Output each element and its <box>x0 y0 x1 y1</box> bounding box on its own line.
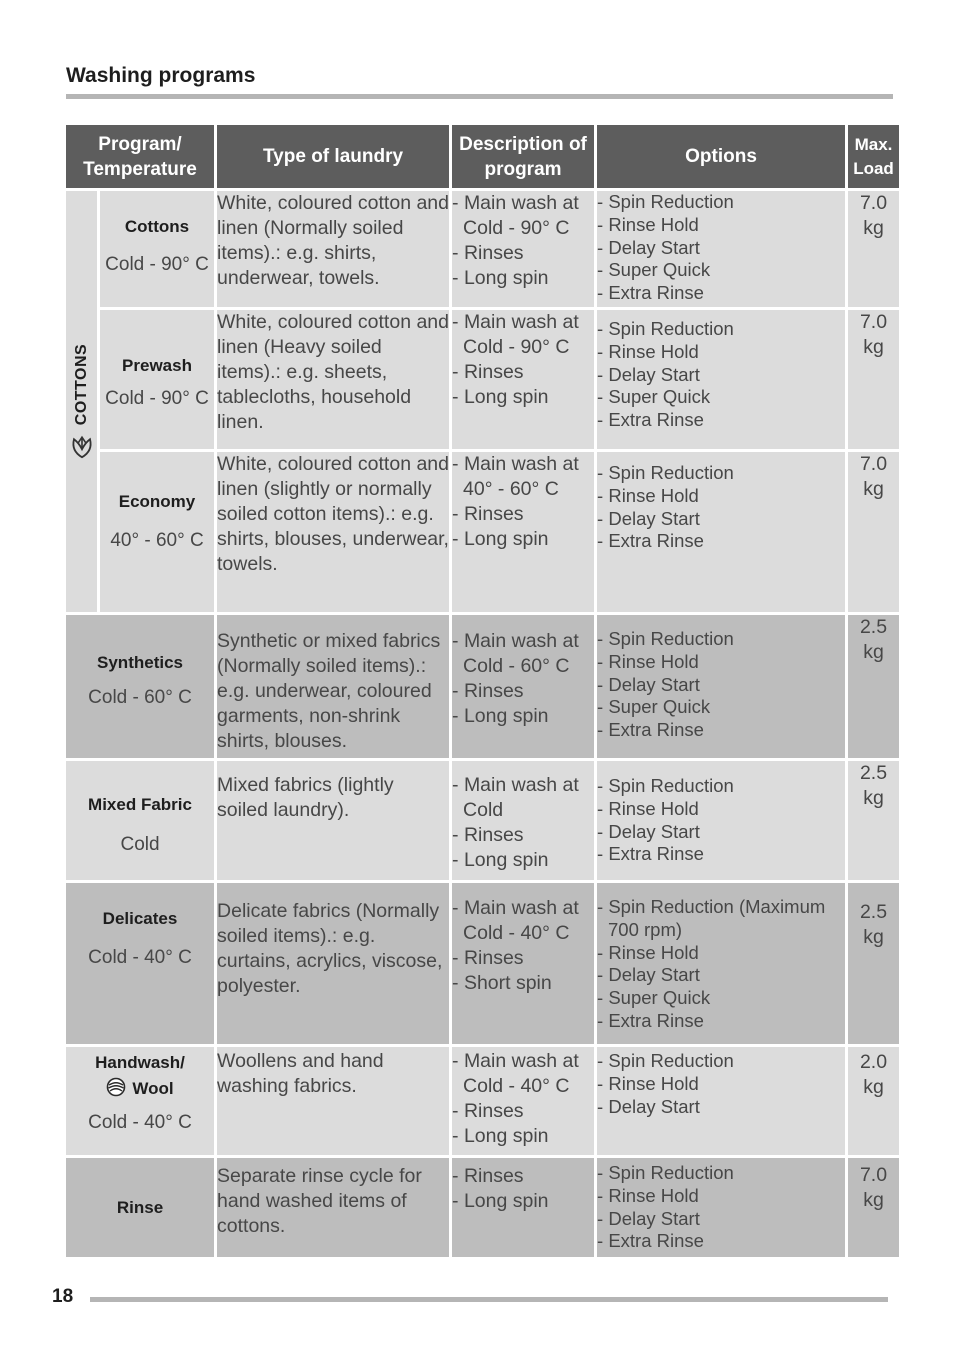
option-item: - Delay Start <box>597 673 700 695</box>
max-load: 7.0 kg <box>848 310 899 452</box>
header-laundry: Type of laundry <box>217 125 452 191</box>
table-row <box>66 310 899 452</box>
option-item: - Spin Reduction <box>597 1050 734 1071</box>
option-item: - Delay Start <box>597 507 700 529</box>
option-item: - Rinse Hold <box>597 650 699 672</box>
washing-programs-table <box>66 125 899 1260</box>
description-item: - Main wash at Cold - 40° C <box>452 897 579 944</box>
program-cell <box>66 615 217 761</box>
program-name-wool: Wool <box>66 1073 214 1099</box>
program-name: Delicates <box>102 909 178 928</box>
program-cell <box>100 310 217 452</box>
laundry-type: White, coloured cotton and linen (slightly or normally soiled cotton items).: e.g. shirts, blouses, underwear, towels. <box>217 452 452 615</box>
program-temperature: Cold - 40° C <box>88 1112 192 1133</box>
option-item: - Extra Rinse <box>597 843 704 865</box>
option-item: - Super Quick <box>597 386 711 408</box>
description-item: - Main wash at Cold - 90° C <box>452 311 579 358</box>
option-item: - Spin Reduction <box>597 1162 734 1183</box>
program-name: Prewash <box>122 356 192 375</box>
table-row <box>66 191 899 310</box>
option-item: - Spin Reduction (Maximum 700 rpm) <box>597 896 826 940</box>
table-row <box>66 615 899 761</box>
option-item: - Rinse Hold <box>597 484 699 506</box>
program-cell <box>100 452 217 615</box>
description-item: - Long spin <box>452 849 549 871</box>
description-item: - Long spin <box>452 386 549 408</box>
laundry-type: Synthetic or mixed fabrics (Normally soiled items).: e.g. underwear, coloured garments, non-shrink shirts, blouses. <box>217 615 452 761</box>
option-item: - Rinse Hold <box>597 1072 699 1094</box>
option-item: - Spin Reduction <box>597 462 734 483</box>
option-item: - Spin Reduction <box>597 318 734 339</box>
program-options <box>597 761 848 883</box>
description-item: - Short spin <box>452 972 552 994</box>
table-row <box>66 1047 899 1158</box>
option-item: - Super Quick <box>597 259 711 281</box>
description-item: - Rinses <box>452 1165 524 1187</box>
program-name: Cottons <box>124 217 190 236</box>
option-item: - Delay Start <box>597 1095 700 1117</box>
max-load: 7.0 kg <box>848 191 899 310</box>
program-temperature: Cold - 40° C <box>88 947 192 968</box>
option-item: - Delay Start <box>597 964 700 986</box>
program-options <box>597 452 848 615</box>
program-options <box>597 310 848 452</box>
program-description <box>452 191 597 310</box>
program-options <box>597 191 848 310</box>
description-item: - Main wash at Cold <box>452 774 579 821</box>
description-item: - Main wash at 40° - 60° C <box>452 453 579 500</box>
wool-ball-icon <box>106 1077 126 1097</box>
header-options: Options <box>597 125 848 191</box>
cotton-flower-icon <box>69 434 95 460</box>
max-load: 2.5 kg <box>848 761 899 883</box>
description-item: - Rinses <box>452 242 524 264</box>
option-item: - Rinse Hold <box>597 340 699 362</box>
program-name: Rinse <box>116 1197 164 1217</box>
header-program: Program/ Temperature <box>66 125 217 191</box>
description-item: - Long spin <box>452 528 549 550</box>
program-options <box>597 883 848 1047</box>
description-item: - Rinses <box>452 947 524 969</box>
program-cell <box>66 761 217 883</box>
program-options <box>597 615 848 761</box>
max-load: 2.0 kg <box>848 1047 899 1158</box>
option-item: - Extra Rinse <box>597 1009 704 1031</box>
option-item: - Super Quick <box>597 696 711 718</box>
option-item: - Super Quick <box>597 987 711 1009</box>
program-description <box>452 1047 597 1158</box>
program-description <box>452 761 597 883</box>
laundry-type: White, coloured cotton and linen (Heavy soiled items).: e.g. sheets, tablecloths, household linen. <box>217 310 452 452</box>
option-item: - Delay Start <box>597 820 700 842</box>
laundry-type: White, coloured cotton and linen (Normally soiled items).: e.g. shirts, underwear, towels. <box>217 191 452 310</box>
option-item: - Spin Reduction <box>597 628 734 649</box>
laundry-type: Delicate fabrics (Normally soiled items).: e.g. curtains, acrylics, viscose, polyester. <box>217 883 452 1047</box>
program-options <box>597 1158 848 1260</box>
laundry-type: Woollens and hand washing fabrics. <box>217 1047 452 1158</box>
max-load: 7.0 kg <box>848 452 899 615</box>
description-item: - Main wash at Cold - 60° C <box>452 630 579 677</box>
max-load: 2.5 kg <box>848 883 899 1047</box>
option-item: - Rinse Hold <box>597 941 699 963</box>
program-options <box>597 1047 848 1158</box>
program-description <box>452 310 597 452</box>
option-item: - Delay Start <box>597 1207 700 1229</box>
program-description <box>452 615 597 761</box>
page-number: 18 <box>52 1286 74 1307</box>
option-item: - Extra Rinse <box>597 282 704 304</box>
program-cell <box>66 883 217 1047</box>
program-name: Economy <box>118 492 196 511</box>
cottons-group-text: COTTONS <box>72 343 90 425</box>
page-title: Washing programs <box>66 64 256 87</box>
description-item: - Main wash at Cold - 90° C <box>452 192 579 239</box>
description-item: - Rinses <box>452 503 524 525</box>
laundry-type: Separate rinse cycle for hand washed items of cottons. <box>217 1158 452 1260</box>
program-temperature: Cold - 60° C <box>88 687 192 708</box>
option-item: - Delay Start <box>597 236 700 258</box>
table-row <box>66 883 899 1047</box>
header-load: Max. Load <box>848 125 899 191</box>
description-item: - Main wash at Cold - 40° C <box>452 1050 579 1097</box>
option-item: - Rinse Hold <box>597 1184 699 1206</box>
option-item: - Extra Rinse <box>597 409 704 431</box>
table-row <box>66 1158 899 1260</box>
program-name: Mixed Fabric <box>88 795 192 814</box>
table-header-row <box>66 125 899 191</box>
program-temperature: 40° - 60° C <box>110 530 204 551</box>
program-temperature: Cold - 90° C <box>105 388 209 409</box>
table-row <box>66 761 899 883</box>
option-item: - Extra Rinse <box>597 1230 704 1252</box>
description-item: - Long spin <box>452 1190 549 1212</box>
option-item: - Rinse Hold <box>597 797 699 819</box>
description-item: - Long spin <box>452 267 549 289</box>
table-row <box>66 452 899 615</box>
program-description <box>452 883 597 1047</box>
option-item: - Delay Start <box>597 363 700 385</box>
program-name: Synthetics <box>97 653 183 672</box>
description-item: - Long spin <box>452 1125 549 1147</box>
program-description <box>452 452 597 615</box>
description-item: - Rinses <box>452 680 524 702</box>
max-load: 7.0 kg <box>848 1158 899 1260</box>
title-rule <box>66 94 893 99</box>
program-description <box>452 1158 597 1260</box>
cottons-group-label <box>66 191 100 615</box>
option-item: - Extra Rinse <box>597 530 704 552</box>
max-load: 2.5 kg <box>848 615 899 761</box>
header-description: Description of program <box>452 125 597 191</box>
option-item: - Extra Rinse <box>597 719 704 741</box>
description-item: - Rinses <box>452 824 524 846</box>
program-temperature: Cold <box>120 834 160 855</box>
laundry-type: Mixed fabrics (lightly soiled laundry). <box>217 761 452 883</box>
description-item: - Rinses <box>452 1100 524 1122</box>
description-item: - Long spin <box>452 705 549 727</box>
option-item: - Spin Reduction <box>597 775 734 796</box>
description-item: - Rinses <box>452 361 524 383</box>
option-item: - Rinse Hold <box>597 213 699 235</box>
option-item: - Spin Reduction <box>597 191 734 212</box>
program-cell <box>100 191 217 310</box>
program-temperature: Cold - 90° C <box>105 254 209 275</box>
program-name: Handwash/ <box>95 1053 185 1072</box>
program-cell <box>66 1158 217 1260</box>
program-cell <box>66 1047 217 1158</box>
footer-rule <box>90 1297 888 1302</box>
